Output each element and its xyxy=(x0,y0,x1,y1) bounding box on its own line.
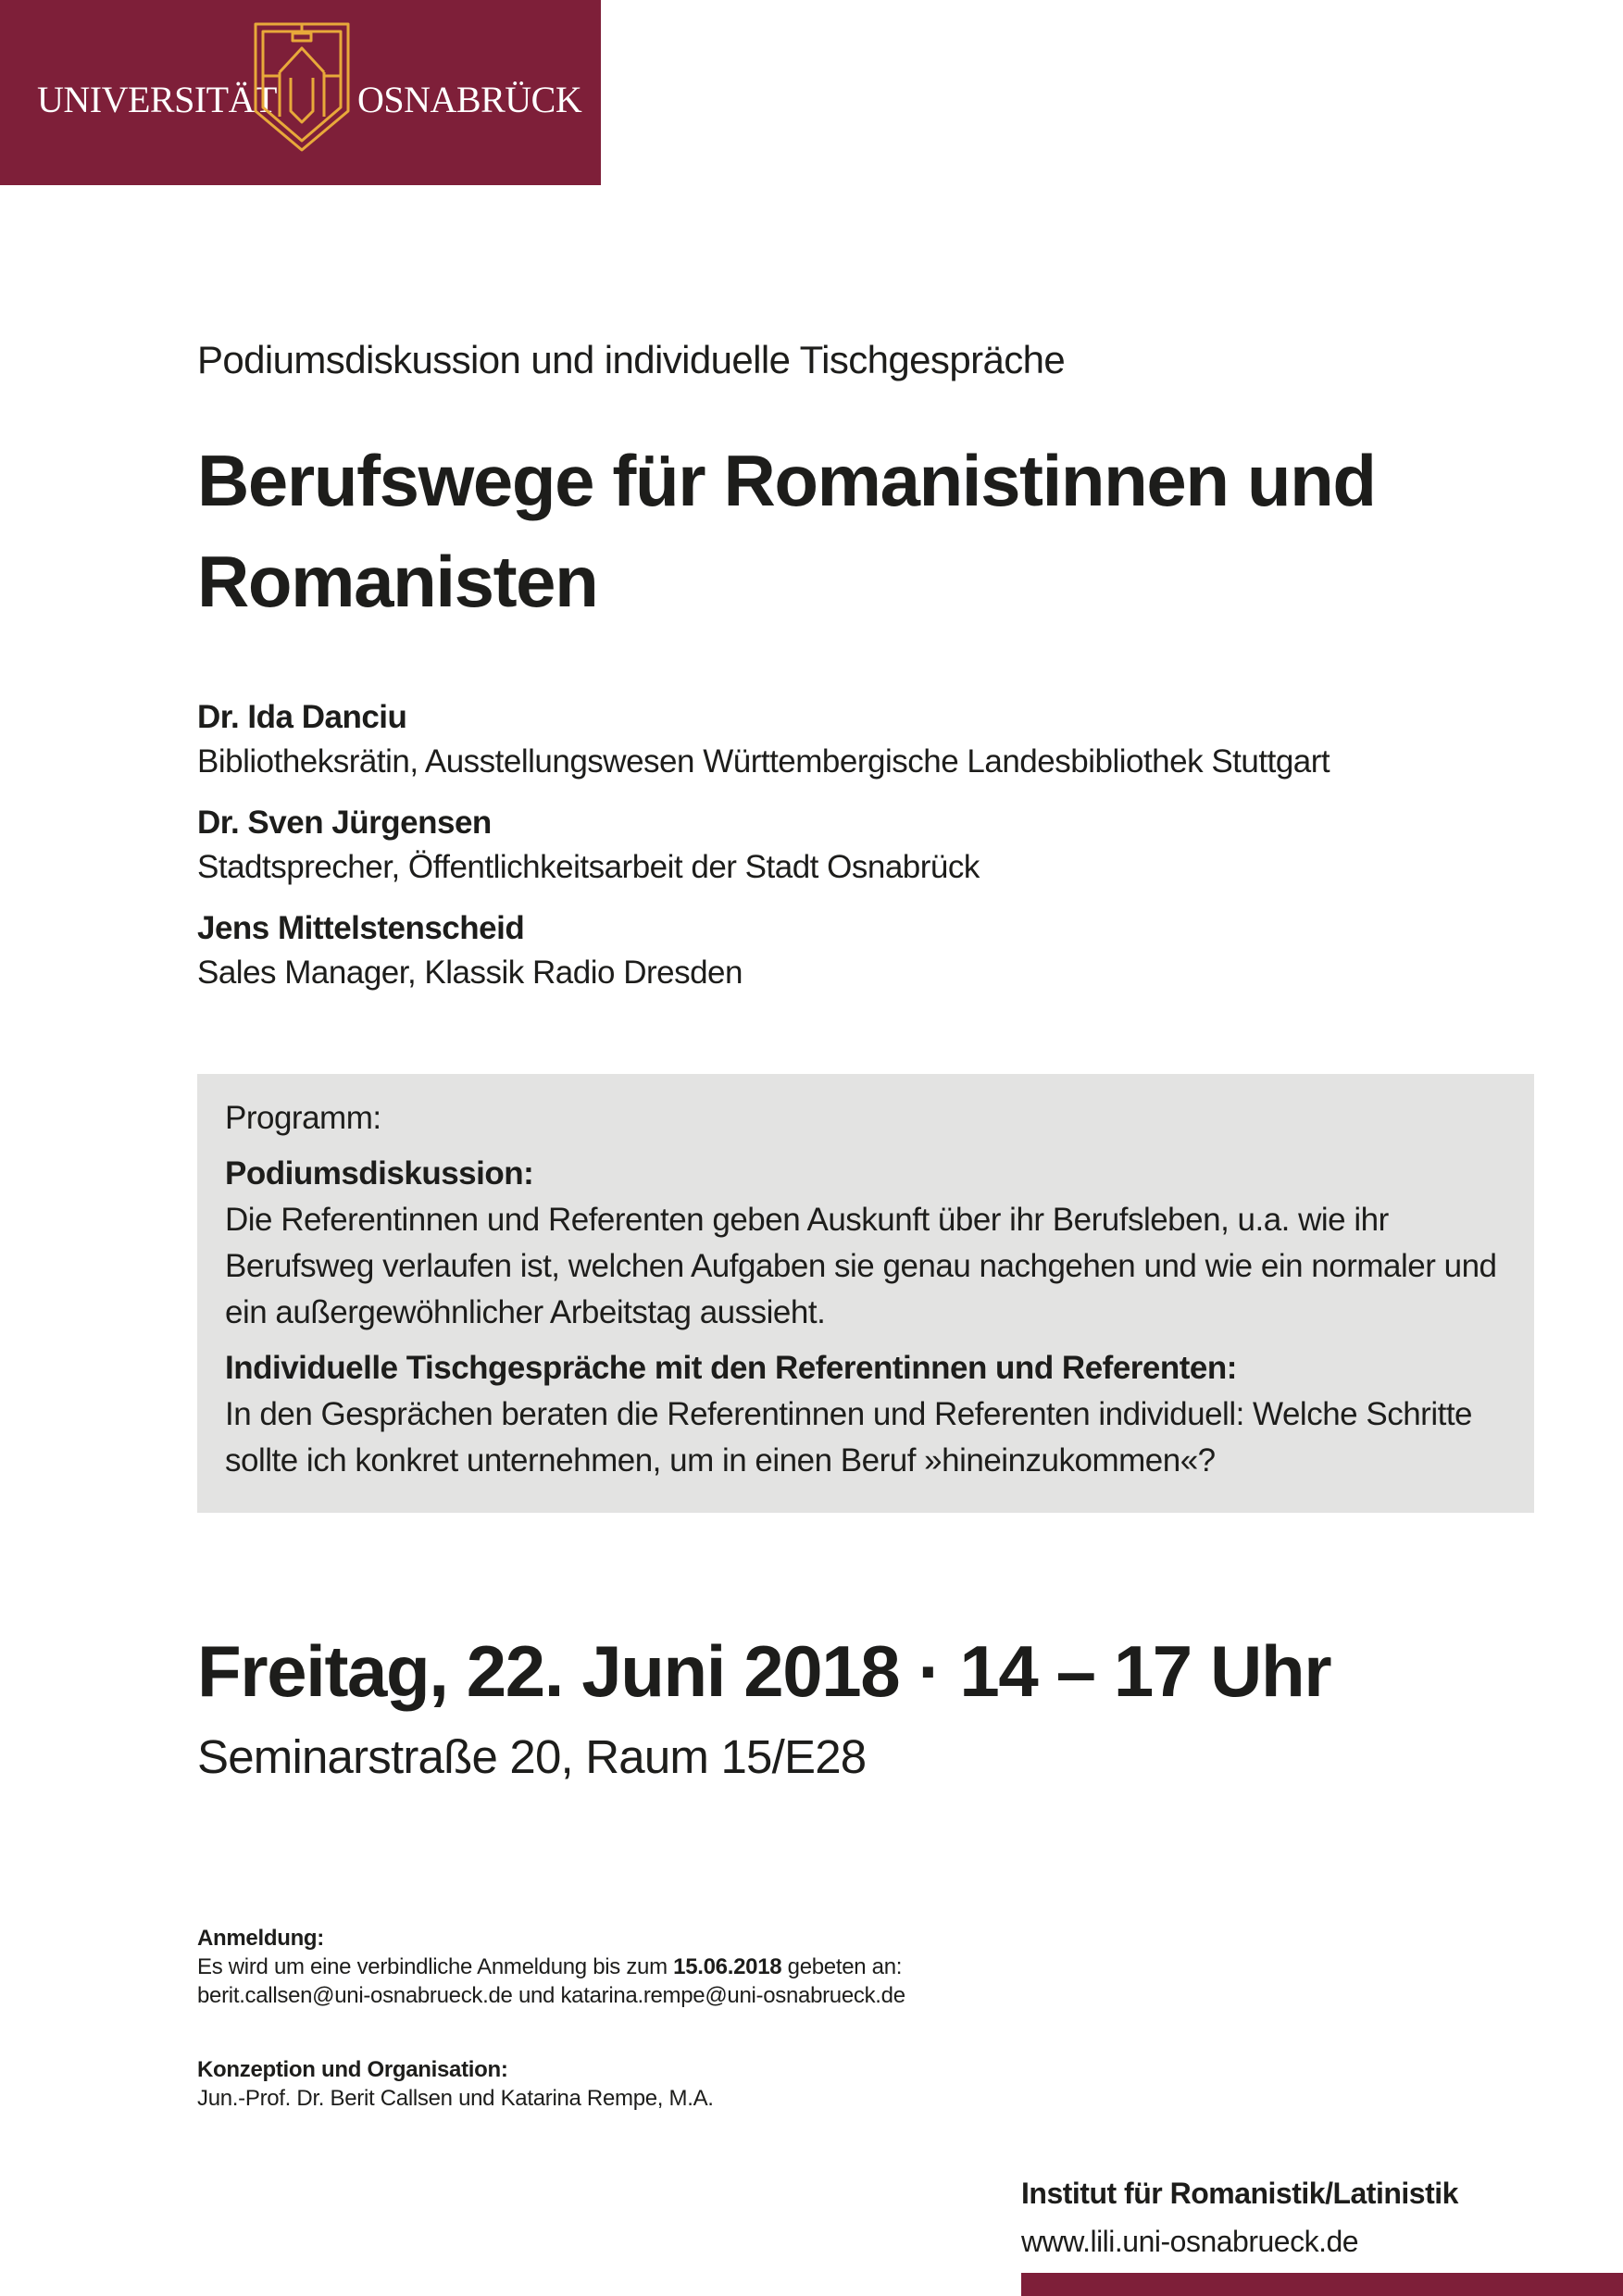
institute-url[interactable]: www.lili.uni-osnabrueck.de xyxy=(1021,2225,1359,2258)
program-item-text: Die Referentinnen und Referenten geben Auskunft über ihr Berufsleben, u.a. wie ihr Berufsweg verlaufen ist, welchen Aufgaben sie genau nachgehen und wie ein normaler und ein außergewöhnlicher Arbeitstag aussieht. xyxy=(225,1202,1497,1330)
program-item-text: In den Gesprächen beraten die Referentinnen und Referenten individuell: Welche Schritte sollte ich konkret unternehmen, um in einen Beruf »hineinzukommen«? xyxy=(225,1396,1473,1479)
speaker-name: Dr. Ida Danciu xyxy=(197,699,407,735)
university-emblem-icon xyxy=(252,20,352,156)
speaker-entry xyxy=(197,801,1530,890)
speaker-entry xyxy=(197,906,1530,995)
program-item-heading: Individuelle Tischgespräche mit den Referentinnen und Referenten: xyxy=(225,1350,1237,1386)
organisation-info xyxy=(197,2055,714,2113)
program-box xyxy=(197,1074,1534,1513)
footer-accent-bar xyxy=(1021,2273,1623,2296)
registration-info xyxy=(197,1924,905,2010)
organisation-names: Jun.-Prof. Dr. Berit Callsen und Katarina Rempe, M.A. xyxy=(197,2086,714,2111)
organisation-heading: Konzeption und Organisation: xyxy=(197,2057,508,2082)
speaker-name: Jens Mittelstenscheid xyxy=(197,910,525,946)
registration-text-after: gebeten an: xyxy=(781,1954,903,1979)
speaker-role: Stadtsprecher, Öffentlichkeitsarbeit der Stadt Osnabrück xyxy=(197,849,980,885)
speaker-role: Bibliotheksrätin, Ausstellungswesen Württembergische Landesbibliothek Stuttgart xyxy=(197,743,1330,780)
speaker-list xyxy=(197,695,1530,1012)
event-date-time: Freitag, 22. Juni 2018 · 14 – 17 Uhr xyxy=(197,1630,1331,1712)
speaker-name: Dr. Sven Jürgensen xyxy=(197,805,492,841)
speaker-role: Sales Manager, Klassik Radio Dresden xyxy=(197,955,743,991)
logo-word-universitaet: UNIVERSITÄT xyxy=(37,79,277,120)
registration-deadline-line xyxy=(197,1953,905,1981)
event-subtitle: Podiumsdiskussion und individuelle Tischgespräche xyxy=(197,338,1066,381)
registration-emails: berit.callsen@uni-osnabrueck.de und katarina.rempe@uni-osnabrueck.de xyxy=(197,1983,905,2008)
page-title: Berufswege für Romanistinnen und Romanisten xyxy=(197,440,1376,622)
speaker-entry xyxy=(197,695,1530,784)
institute-block xyxy=(1021,2173,1458,2262)
registration-deadline: 15.06.2018 xyxy=(673,1954,782,1979)
registration-text-before: Es wird um eine verbindliche Anmeldung bis zum xyxy=(197,1954,674,1979)
program-intro: Programm: xyxy=(225,1100,381,1136)
institute-name: Institut für Romanistik/Latinistik xyxy=(1021,2177,1458,2210)
logo-word-osnabrueck: OSNABRÜCK xyxy=(357,79,582,120)
registration-heading: Anmeldung: xyxy=(197,1926,324,1951)
university-logo xyxy=(0,0,601,185)
program-item-heading: Podiumsdiskussion: xyxy=(225,1155,534,1192)
event-location: Seminarstraße 20, Raum 15/E28 xyxy=(197,1730,867,1783)
